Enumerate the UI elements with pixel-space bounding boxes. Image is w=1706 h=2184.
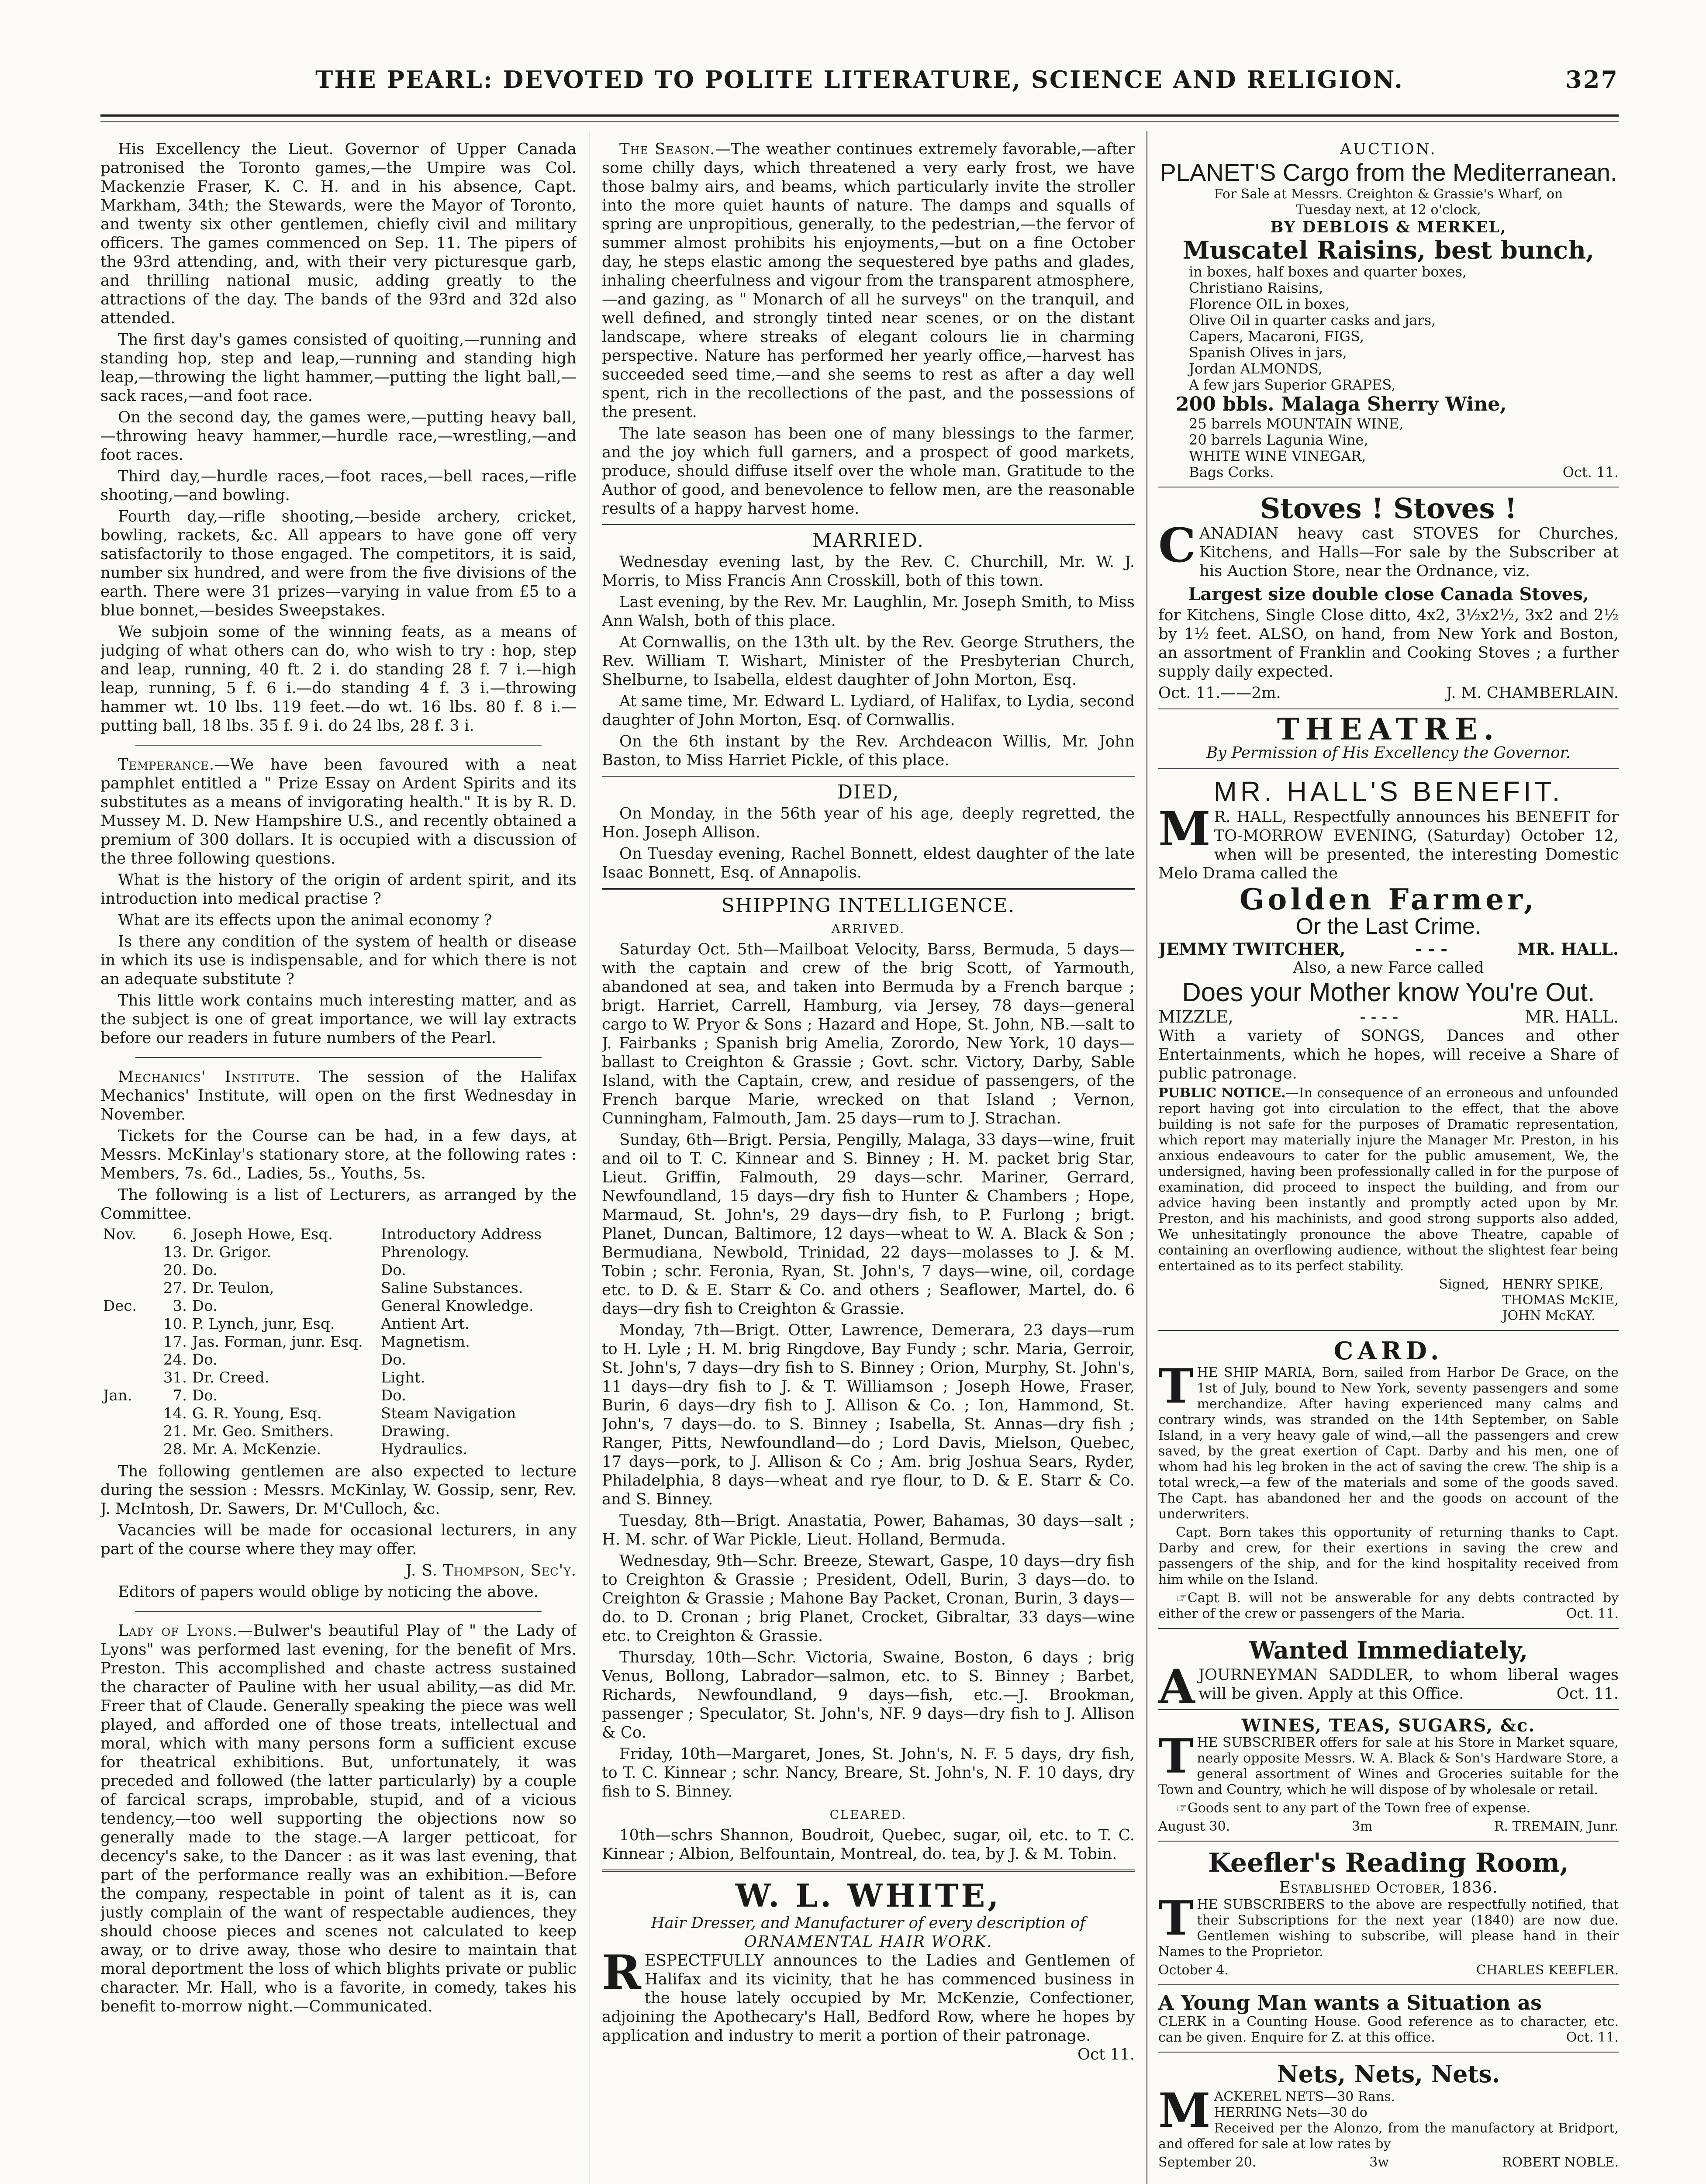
ad-signature: CHARLES KEEFLER. <box>1476 1963 1619 1978</box>
married-entry: On the 6th instant by the Rev. Archdeacon Willis, Mr. John Baston, to Miss Harriet Pickle, of this place. <box>602 733 1135 769</box>
lecture-name: Jas. Forman, junr. Esq. <box>192 1333 363 1351</box>
masthead <box>100 66 1619 109</box>
lecture-day: 21. <box>163 1423 187 1440</box>
lecture-topic: Do. <box>381 1351 406 1368</box>
article-temperance: Temperance.—We have been favoured with a neat pamphlet entitled a " Prize Essay on Ardent Spirits and its substitutes as a means of invigorating health." It is by R. D. Mussey M. D. New Hampshire U.S., and recently obtained a premium of 300 dollars. It is occupied with a discussion of the three following questions. <box>100 756 577 867</box>
lecture-row <box>100 1387 577 1405</box>
young-man-body: CLERK in a Counting House. Good reference as to character, etc. can be given. Enquire for Z. at this office. Oct. 11. <box>1158 2014 1619 2045</box>
section-divider <box>1158 1330 1619 1331</box>
lecture-month <box>100 1405 154 1423</box>
masthead-rule-thin <box>100 121 1619 122</box>
mechanics-heading: Mechanics' Institute. <box>118 1068 301 1086</box>
lecture-day: 24. <box>163 1351 187 1368</box>
paragraph: Vacancies will be made for occasional lecturers, in any part of the course where they may offer. <box>100 1521 577 1558</box>
lecture-day: 6. <box>173 1226 187 1243</box>
young-man-title: A Young Man wants a Situation as <box>1158 1991 1542 2015</box>
ad-date: Oct. 11.——2m. <box>1158 684 1281 702</box>
paragraph: The late season has been one of many blessings to the farmer, and the joy which full garners, and a prospect of good markets, produce, should diffuse itself over the whole man. Gratitude to the Author of good, and benevolence to fellow men, are the reasonable results of a happy harvest home. <box>602 425 1135 518</box>
stoves-body-2: for Kitchens, Single Close ditto, 4x2, 3½x2½, 3x2 and 2½ by 1½ feet. ALSO, on hand, from New York and Boston, an assortment of Franklin and Cooking Stoves ; a further supply daily expected. <box>1158 606 1619 681</box>
page-number: 327 <box>1565 66 1619 93</box>
lecture-topic: Hydraulics. <box>381 1441 468 1458</box>
section-divider <box>1158 1984 1619 1985</box>
nets-footer: September 20. 3w ROBERT NOBLE. <box>1158 2155 1619 2170</box>
notice-signatory: JOHN McKAY. <box>1502 1308 1595 1324</box>
section-divider <box>1158 708 1619 709</box>
lecture-day: 7. <box>173 1387 187 1404</box>
article-season: The Season.—The weather continues extremely favorable,—after some chilly days, which threatened a very early frost, we have those balmy airs, and beams, which particularly invite the stroller into the more quiet haunts of nature. The damps and squalls of spring are unpropitious, generally, to the pedestrian,—the fervor of summer almost prohibits his enjoyments,—but on a fine October day, he steps elastic among the sequestered bye paths and glades, inhaling cheerfulness and vigour from the transparent atmosphere,—and gazing, as " Monarch of all he surveys" on the tranquil, and well defined, and strongly tinted near scenes, or on the distant landscape, where streaks of elegant colours lie in charming perspective. Nature has performed her yearly office,—harvest has succeeded seed time,—and she seems to rest as after a day well spent, rich in the recollections of the past, and the possessions of the present. <box>602 140 1135 421</box>
paragraph: Is there any condition of the system of health or disease in which its use is indispensable, and for which there is not an adequate substitute ? <box>100 933 577 988</box>
lecture-row <box>100 1369 577 1387</box>
column-divider <box>1146 131 1147 2184</box>
wanted-body: AJOURNEYMAN SADDLER, to whom liberal wages will be given. Apply at this Office. Oct. 11. <box>1158 1659 1619 1714</box>
lecture-topic: Magnetism. <box>381 1333 470 1351</box>
lecture-day: 28. <box>163 1441 187 1458</box>
white-ad-subtitle-2: ORNAMENTAL HAIR WORK. <box>744 1933 993 1951</box>
dropcap: M <box>1158 2083 1211 2138</box>
auction-item: 20 barrels Lagunia Wine, <box>1189 432 1368 448</box>
paragraph: Third day,—hurdle races,—foot races,—bell races,—rifle shooting,—and bowling. <box>100 467 577 504</box>
auction-item: Christiano Raisins, <box>1189 280 1323 296</box>
lecture-month: Jan. <box>103 1387 132 1404</box>
auction-item: A few jars Superior GRAPES, <box>1189 377 1396 393</box>
lecture-day: 10. <box>163 1315 187 1333</box>
section-divider <box>135 1611 542 1612</box>
lecture-topic: Do. <box>381 1387 406 1404</box>
newspaper-title: THE PEARL: DEVOTED TO POLITE LITERATURE, SCIENCE AND RELIGION. <box>315 66 1404 93</box>
lyons-heading: Lady of Lyons. <box>118 1622 238 1640</box>
cleared-entry: 10th—schrs Shannon, Boudroit, Quebec, sugar, oil, etc. to T. C. Kinnear ; Albion, Belfountain, Montreal, do. tea, by J. & M. Tobin. <box>602 1826 1135 1863</box>
auction-raisins: Muscatel Raisins, best bunch, <box>1182 236 1595 265</box>
section-divider <box>602 524 1135 525</box>
lecture-table <box>100 1226 577 1458</box>
public-notice: PUBLIC NOTICE.—In consequence of an erroneous and unfounded report having got into circulation to the effect, that the above building is not safe for the purposes of Dramatic representation, which report may materially injure the Manager Mr. Preston, in his anxious endeavours to cater for the public amusement, We, the undersigned, having been professionally called in for the purpose of examination, did proceed to inspect the building, and from our advice having been instantly and promptly acted upon by Mr. Preston, and his machinists, and good strong supports also added, We unhesitatingly pronounce the above Theatre, capable of containing an overflowing audience, without the slightest fear being entertained as to its perfect stability. <box>1158 1085 1619 1274</box>
theatre-permission: By Permission of His Excellency the Governor. <box>1206 744 1571 762</box>
stoves-body: CANADIAN heavy cast STOVES for Churches, Kitchens, and Halls—For sale by the Subscriber at his Auction Store, near the Ordnance, viz. <box>1158 518 1619 580</box>
shipping-heading: SHIPPING INTELLIGENCE. <box>721 895 1015 917</box>
lecture-topic: General Knowledge. <box>381 1297 534 1315</box>
stoves-footer <box>1158 684 1619 702</box>
section-divider <box>602 1870 1135 1872</box>
auction-item: in boxes, half boxes and quarter boxes, <box>1189 263 1467 280</box>
paragraph: What is the history of the origin of ardent spirit, and its introduction into medical practise ? <box>100 871 577 908</box>
married-entry: Last evening, by the Rev. Mr. Laughlin, Mr. Joseph Smith, to Miss Ann Walsh, both of this place. <box>602 593 1135 630</box>
lecture-row <box>100 1297 577 1315</box>
article-mechanics: Mechanics' Institute. The session of the Halifax Mechanics' Institute, will open on the first Wednesday in November. <box>100 1068 577 1123</box>
ad-date: Oct. 11. <box>1562 464 1619 480</box>
white-ad-subtitle: Hair Dresser, and Manufacturer of every description of <box>651 1914 1086 1932</box>
lecture-month <box>100 1423 154 1441</box>
white-ad-title: W. L. WHITE, <box>735 1877 1001 1914</box>
auction-item: 25 barrels MOUNTAIN WINE, <box>1189 415 1404 432</box>
benefit-body: M R. HALL, Respectfully announces his BENEFIT for TO-MORROW EVENING, (Saturday) October 12, when will be presented, the interesting Domestic Melo Drama called the <box>1158 802 1619 882</box>
keefler-title: Keefler's Reading Room, <box>1208 1848 1569 1878</box>
nets-body: MACKEREL NETS—30 Rans. HERRING Nets—30 do Received per the Alonzo, from the manufactory at Bridport, and offered for sale at low rates by <box>1158 2083 1619 2152</box>
dropcap: M <box>1158 802 1211 857</box>
section-divider <box>1158 1841 1619 1842</box>
paragraph: The following is a list of Lecturers, as arranged by the Committee. <box>100 1186 577 1223</box>
ad-signature: ROBERT NOBLE. <box>1502 2155 1619 2170</box>
married-entry: Wednesday evening last, by the Rev. C. Churchill, Mr. W. J. Morris, to Miss Francis Ann Crosskill, both of this town. <box>602 553 1135 590</box>
section-divider <box>602 888 1135 890</box>
lecture-row <box>100 1405 577 1423</box>
lecture-row <box>100 1261 577 1279</box>
arrival-entry: Friday, 10th—Margaret, Jones, St. John's, N. F. 5 days, dry fish, to T. C. Kinnear ; schr. Nancy, Breare, St. John's, N. F. 10 days, dry fish to S. Binney. <box>602 1745 1135 1800</box>
temperance-heading: Temperance. <box>118 756 215 774</box>
lecture-row <box>100 1351 577 1369</box>
lecture-name: Dr. Teulon, <box>192 1279 274 1297</box>
cast-line: MIZZLE, - - - - MR. HALL. <box>1158 1007 1619 1026</box>
section-divider <box>602 776 1135 777</box>
lecture-name: Do. <box>192 1351 218 1368</box>
keefler-established: Established October, 1836. <box>1279 1879 1498 1897</box>
ad-date: Oct. 11. <box>1566 2030 1619 2045</box>
arrival-entry: Thursday, 10th—Schr. Victoria, Swaine, Boston, 6 days ; brig Venus, Bollong, Labrador—salmon, etc. to S. Binney ; Barbet, Richards, Newfoundland, 9 days—fish, etc.—J. Brookman, passenger ; Speculator, St. John's, NF. 9 days—dry fish to J. Allison & Co. <box>602 1648 1135 1742</box>
public-notice-heading: PUBLIC NOTICE. <box>1158 1085 1286 1101</box>
auction-sherry: 200 bbls. Malaga Sherry Wine, <box>1176 393 1507 415</box>
paragraph: Fourth day,—rifle shooting,—beside archery, cricket, bowling, rackets, &c. All appears to have gone off very satisfactorily to those engaged. The competitors, it is said, number six hundred, and were from the five divisions of the earth. There were 31 prizes—varying in value from £5 to a blue bonnet,—besides Sweepstakes. <box>100 508 577 619</box>
lecture-row <box>100 1441 577 1458</box>
lecture-month <box>100 1261 154 1279</box>
paragraph: We subjoin some of the winning feats, as a means of judging of what others can do, who wish to try : hop, step and leap, running, 40 ft. 2 i. do standing 28 f. 7 i.—high leap, running, 5 f. 6 i.—do standing 4 f. 3 i.—throwing hammer wt. 10 lbs. 119 feet.—do wt. 16 lbs. 80 f. 8 i.—putting ball, 18 lbs. 35 f. 9 i. do 24 lbs, 28 f. 3 i. <box>100 623 577 735</box>
lecture-topic: Do. <box>381 1261 406 1279</box>
lecture-row <box>100 1333 577 1351</box>
lecture-day: 14. <box>163 1405 187 1422</box>
section-divider <box>1158 1709 1619 1710</box>
songs-line: With a variety of SONGS, Dances and other Entertainments, which he hopes, will receive a Share of public patronage. <box>1158 1027 1619 1082</box>
died-entry: On Monday, in the 56th year of his age, deeply regretted, the Hon. Joseph Allison. <box>602 805 1135 841</box>
paragraph: This little work contains much interesting matter, and as the subject is one of great importance, we will lay extracts before our readers in future numbers of the Pearl. <box>100 992 577 1047</box>
lecture-name: Mr. A. McKenzie. <box>192 1441 321 1458</box>
lecture-month: Nov. <box>103 1226 137 1243</box>
lecture-row <box>100 1423 577 1441</box>
auction-line: For Sale at Messrs. Creighton & Grassie's Wharf, on <box>1214 187 1563 202</box>
lecture-row <box>100 1244 577 1261</box>
lecture-name: G. R. Young, Esq. <box>192 1405 322 1422</box>
ad-date: Oct. 11. <box>1566 1606 1619 1621</box>
play-title: Golden Farmer, <box>1239 882 1538 916</box>
ad-signature: J. M. CHAMBERLAIN. <box>1446 684 1619 702</box>
auction-item: Spanish Olives in jars, <box>1189 344 1347 361</box>
wines-title: WINES, TEAS, SUGARS, &c. <box>1241 1715 1536 1736</box>
lecture-topic: Antient Art. <box>381 1315 470 1333</box>
died-list <box>602 804 1135 882</box>
lecture-topic: Saline Substances. <box>381 1279 523 1297</box>
article-games <box>100 140 577 735</box>
lecture-month <box>100 1351 154 1369</box>
auction-footer: Bags Corks. Oct. 11. <box>1189 464 1619 480</box>
auction-item: Jordan ALMONDS, <box>1189 360 1323 377</box>
married-entry: At same time, Mr. Edward L. Lydiard, of Halifax, to Lydia, second daughter of John Morton, Esq. of Cornwallis. <box>602 692 1135 729</box>
lecture-name: Do. <box>192 1261 218 1279</box>
lecture-row <box>100 1279 577 1297</box>
lecture-month <box>100 1369 154 1387</box>
paragraph: Tickets for the Course can be had, in a few days, at Messrs. McKinlay's stationary store, at the following rates : Members, 7s. 6d., Ladies, 5s., Youths, 5s. <box>100 1127 577 1182</box>
card-body: THE SHIP MARIA, Born, sailed from Harbor De Grace, on the 1st of July, bound to New York, seventy passengers and some merchandize. After having experienced many calms and contrary winds, was stranded on the 14th September, on Sable Island, in a very heavy gale of wind,—all the passengers and crew saved, by the great exertion of Capt. Darby and his men, one of whom had his leg broken in the act of saving the crew. The ship is a total wreck,—a few of the materials and some of the goods saved. The Capt. has abandoned her and the goods on account of the underwriters. <box>1158 1359 1619 1522</box>
theatre-title: THEATRE. <box>1277 712 1500 747</box>
lecture-row <box>100 1315 577 1333</box>
dropcap: C <box>1158 518 1196 573</box>
season-heading: The Season. <box>619 140 715 158</box>
nets-title: Nets, Nets, Nets. <box>1277 2060 1500 2088</box>
notice-signatures: Signed, HENRY SPIKE, THOMAS McKIE, JOHN McKAY. <box>1439 1277 1619 1324</box>
lecture-row <box>100 1226 577 1244</box>
lecture-topic: Phrenology. <box>381 1244 470 1261</box>
masthead-rule <box>100 114 1619 117</box>
paragraph: Editors of papers would oblige by noticing the above. <box>118 1583 539 1601</box>
stoves-largest: Largest size double close Canada Stoves, <box>1188 584 1589 605</box>
married-heading: MARRIED. <box>812 529 925 552</box>
dropcap: T <box>1158 1891 1194 1946</box>
dropcap: A <box>1158 1659 1195 1714</box>
arrival-entry: Tuesday, 8th—Brigt. Anastatia, Power, Bahamas, 30 days—salt ; H. M. schr. of War Pickle, Lieut. Holland, Bermuda. <box>602 1512 1135 1548</box>
lecture-topic: Light. <box>381 1369 425 1386</box>
stoves-title: Stoves ! Stoves ! <box>1260 492 1517 525</box>
auction-items-2 <box>1158 416 1619 464</box>
section-divider <box>135 1057 542 1058</box>
auction-headline: PLANET'S Cargo from the Mediterranean. <box>1160 159 1617 186</box>
arrived-heading: ARRIVED. <box>831 922 905 936</box>
arrival-entry: Monday, 7th—Brigt. Otter, Lawrence, Demerara, 23 days—rum to H. Lyle ; H. M. brig Ringdove, Bay Fundy ; schr. Maria, Gerroir, St. John's, 7 days—dry fish to S. Binney ; Orion, Murphy, St. John's, 11 days—dry fish to J. & T. Williamson ; Joseph Howe, Fraser, Burin, 6 days—dry fish to J. Allison & Co. ; Ion, Hammond, St. John's, 7 days—do. to S. Binney ; Isabella, St. Annas—dry fish ; Ranger, Pitts, Newfoundland—do ; Lord Davis, Mielson, Quebec, 17 days—pork, to J. Allison & Co ; Am. brig Joshua Sears, Ryder, Philadelphia, 8 days—wheat and rye flour, to D. & E. Starr & Co. and S. Binney. <box>602 1321 1135 1508</box>
wines-body: THE SUBSCRIBER offers for sale at his Store in Market square, nearly opposite Messrs. W. A. Black & Son's Hardware Store, a general assortment of Wines and Groceries suitable for the Town and Country, which he will dispose of by wholesale or retail. <box>1158 1729 1619 1797</box>
notice-signatory: THOMAS McKIE, <box>1502 1292 1619 1308</box>
paragraph: What are its effects upon the animal economy ? <box>118 911 492 929</box>
benefit-title: MR. HALL'S BENEFIT. <box>1213 776 1564 807</box>
dropcap: R <box>602 1945 641 2000</box>
married-list <box>602 553 1135 770</box>
cast-line: JEMMY TWITCHER, - - - MR. HALL. <box>1158 939 1619 959</box>
dropcap: T <box>1158 1729 1194 1784</box>
lecture-month <box>100 1333 154 1351</box>
auction-item: Florence OIL in boxes, <box>1189 296 1350 312</box>
married-entry: At Cornwallis, on the 13th ult. by the Rev. George Struthers, the Rev. William T. Wishart, Minister of the Presbyterian Church, Shelburne, to Isabella, eldest daughter of John Morton, Esq. <box>602 633 1135 689</box>
arrival-entry: Saturday Oct. 5th—Mailboat Velocity, Barss, Bermuda, 5 days—with the captain and crew of the brig Scott, of Yarmouth, abandoned at sea, and taken into Bermuda by a French barque ; brigt. Harriet, Carrell, Hamburg, via Jersey, 78 days—general cargo to W. Pryor & Sons ; Hazard and Hope, St. John, NB.—salt to J. Fairbanks ; Spanish brig Amelia, Zorordo, New York, 10 days—ballast to Creighton & Grassie ; Govt. schr. Victory, Darby, Sable Island, with the Captain, crew, and residue of passengers, of the French barque Marie, wrecked on that Island ; Vernon, Cunningham, Falmouth, Jam. 25 days—rum to J. Strachan. <box>602 940 1135 1127</box>
farce-title: Does your Mother know You're Out. <box>1182 978 1595 1007</box>
also-line: Also, a new Farce called <box>1293 959 1484 977</box>
arrived-list <box>602 940 1135 1801</box>
auction-by: BY DEBLOIS & MERKEL, <box>1270 218 1507 236</box>
paragraph: On the second day, the games were,—putting heavy ball,—throwing heavy hammer,—hurdle race,—wrestling,—and foot races. <box>100 408 577 464</box>
section-divider <box>135 745 542 746</box>
lecture-name: Dr. Creed. <box>192 1369 269 1386</box>
lecture-month <box>100 1279 154 1297</box>
keefler-footer <box>1158 1963 1619 1978</box>
wines-body-2: ☞Goods sent to any part of the Town free of expense. <box>1176 1800 1531 1816</box>
white-ad-body: RESPECTFULLY announces to the Ladies and Gentlemen of Halifax and its vicinity, that he has commenced business in the house lately occupied by Mr. McKenzie, Confectioner, adjoining the Apothecary's Hall, Bedford Row, where he hopes by application and industry to merit a portion of their patronage. Oct 11. <box>602 1945 1135 2063</box>
lecture-day: 20. <box>163 1261 187 1279</box>
paragraph: The first day's games consisted of quoiting,—running and standing hop, step and leap,—running and standing high leap,—throwing the light hammer,—putting the light ball,—sack races,—and foot race. <box>100 331 577 405</box>
column-right <box>1158 140 1619 2184</box>
lecture-month: Dec. <box>103 1297 137 1315</box>
column-middle <box>602 140 1135 2184</box>
auction-items <box>1158 264 1619 393</box>
wines-footer: August 30. 3m R. TREMAIN, Junr. <box>1158 1819 1619 1834</box>
lecture-name: Do. <box>192 1387 218 1404</box>
died-entry: On Tuesday evening, Rachel Bonnett, eldest daughter of the late Isaac Bonnett, Esq. of Annapolis. <box>602 845 1135 881</box>
lecture-topic: Drawing. <box>381 1423 450 1440</box>
auction-item: Capers, Macaroni, FIGS, <box>1189 328 1364 345</box>
lecture-month <box>100 1441 154 1458</box>
lecture-month <box>100 1315 154 1333</box>
auction-heading: AUCTION. <box>1340 140 1437 158</box>
mechanics-signature: J. S. Thompson, Sec'y. <box>405 1562 577 1579</box>
lecture-topic: Steam Navigation <box>381 1405 516 1422</box>
cleared-heading: CLEARED. <box>829 1807 907 1822</box>
card-body-3: ☞Capt B. will not be answerable for any debts contracted by either of the crew or passengers of the Maria. Oct. 11. <box>1158 1590 1619 1621</box>
section-divider <box>1158 768 1619 769</box>
lecture-day: 3. <box>173 1297 187 1315</box>
ad-date: October 4. <box>1158 1963 1229 1978</box>
section-divider <box>1158 2052 1619 2053</box>
auction-item: Olive Oil in quarter casks and jars, <box>1189 312 1436 328</box>
lecture-name: P. Lynch, junr, Esq. <box>192 1315 335 1333</box>
notice-signatory: HENRY SPIKE, <box>1502 1277 1604 1292</box>
article-toronto-games: His Excellency the Lieut. Governor of Upper Canada patronised the Toronto games,—the Umpire was Col. Mackenzie Fraser, K. C. H. and in his absence, Capt. Markham, 34th; the Stewards, were the Mayor of Toronto, and twenty six other gentlemen, chiefly civil and military officers. The games commenced on Sep. 11. The pipers of the 93rd attending, and, with their very picturesque garb, and thrilling national music, adding greatly to the attractions of the day. The bands of the 93rd and 32d also attended. <box>100 140 577 327</box>
keefler-body: THE SUBSCRIBERS to the above are respectfully notified, that their Subscriptions for the next year (1840) are now due. Gentlemen wishing to subscribe, will please hand in their Names to the Proprietor. <box>1158 1891 1619 1959</box>
lecture-name: Joseph Howe, Esq. <box>192 1226 333 1243</box>
paragraph: The following gentlemen are also expected to lecture during the session : Messrs. McKinlay, W. Gossip, senr, Rev. J. McIntosh, Dr. Sawers, Dr. M'Culloch, &c. <box>100 1462 577 1518</box>
lecture-month <box>100 1244 154 1261</box>
lecture-day: 17. <box>163 1333 187 1351</box>
auction-item: WHITE WINE VINEGAR, <box>1189 448 1366 464</box>
dropcap: T <box>1158 1359 1194 1414</box>
lecture-name: Dr. Grigor. <box>192 1244 272 1261</box>
ad-date: Oct. 11. <box>1556 1685 1619 1703</box>
play-subtitle: Or the Last Crime. <box>1295 914 1482 939</box>
wanted-title: Wanted Immediately, <box>1249 1636 1528 1664</box>
column-left <box>100 140 577 2184</box>
lecture-day: 31. <box>163 1369 187 1386</box>
ad-date: Oct 11. <box>1077 2046 1135 2063</box>
column-divider <box>589 131 590 2184</box>
lecture-name: Mr. Geo. Smithers. <box>192 1423 334 1440</box>
ad-date: August 30. <box>1158 1819 1230 1834</box>
arrival-entry: Sunday, 6th—Brigt. Persia, Pengilly, Malaga, 33 days—wine, fruit and oil to T. C. Kinnear and S. Binney ; H. M. packet brig Star, Lieut. Griffin, Falmouth, 29 days—schr. Mariner, Gerrard, Newfoundland, 15 days—dry fish to Hunter & Chambers ; Hope, Marmaud, St. John's, 29 days—dry fish, to P. Furlong ; brigt. Planet, Duncan, Baltimore, 12 days—wheat to W. A. Black & Son ; Bermudiana, Newbold, Trinidad, 22 days—molasses to J. & M. Tobin ; schr. Feronia, Ryan, St. John's, 7 days—wine, oil, cordage etc. to D. & E. Starr & Co. and others ; Seaflower, Martel, do. 6 days—dry fish to Creighton & Grassie. <box>602 1131 1135 1318</box>
auction-line: Tuesday next, at 12 o'clock, <box>1296 202 1481 218</box>
lecture-day: 27. <box>163 1279 187 1297</box>
ad-signature: R. TREMAIN, Junr. <box>1494 1819 1619 1834</box>
lecture-topic: Introductory Address <box>381 1226 542 1243</box>
arrival-entry: Wednesday, 9th—Schr. Breeze, Stewart, Gaspe, 10 days—dry fish to Creighton & Grassie ; President, Odell, Burin, 3 days—do. to Creighton & Grassie ; Mahone Bay Packet, Cronan, Burin, 3 days—do. to D. Cronan ; brig Planet, Crocket, Gibraltar, 33 days—wine etc. to Creighton & Grassie. <box>602 1552 1135 1645</box>
lecture-day: 13. <box>163 1244 187 1261</box>
card-body-2: Capt. Born takes this opportunity of returning thanks to Capt. Darby and crew, for their exertions in saving the crew and passengers of the ship, and for the kind hospitality received from him while on the Island. <box>1158 1525 1619 1587</box>
lecture-name: Do. <box>192 1297 218 1315</box>
died-heading: DIED, <box>837 781 900 803</box>
section-divider <box>1158 1628 1619 1629</box>
ad-date: September 20. <box>1158 2155 1257 2170</box>
card-title: CARD. <box>1333 1337 1444 1365</box>
article-lady-of-lyons: Lady of Lyons.—Bulwer's beautiful Play of " the Lady of Lyons" was performed last evening, for the benefit of Mrs. Preston. This accomplished and chaste actress sustained the character of Pauline with her usual ability,—as did Mr. Freer that of Claude. Generally speaking the piece was well played, and afforded one of those treats, intellectual and moral, which with many persons form a sufficient excuse for theatrical exhibitions. But, unfortunately, it was preceded and followed (the latter particularly) by a couple of farcical scraps, improbable, stupid, and of a vicious tendency,—too well supporting the objections now so generally made to the stage.—A larger petticoat, for decency's sake, to the Dancer : as it was last evening, that part of the performance really was an exhibition.—Before the company, respectable in point of talent as it is, can justly complain of the want of respectable audiences, they should choose pieces and scenes not calculated to keep away, or to drive away, those who desire to maintain that moral deportment the loss of which blights private or public character. Mr. Hall, who is a favorite, in comedy, takes his benefit to-morrow night.—Communicated. <box>100 1622 577 2015</box>
